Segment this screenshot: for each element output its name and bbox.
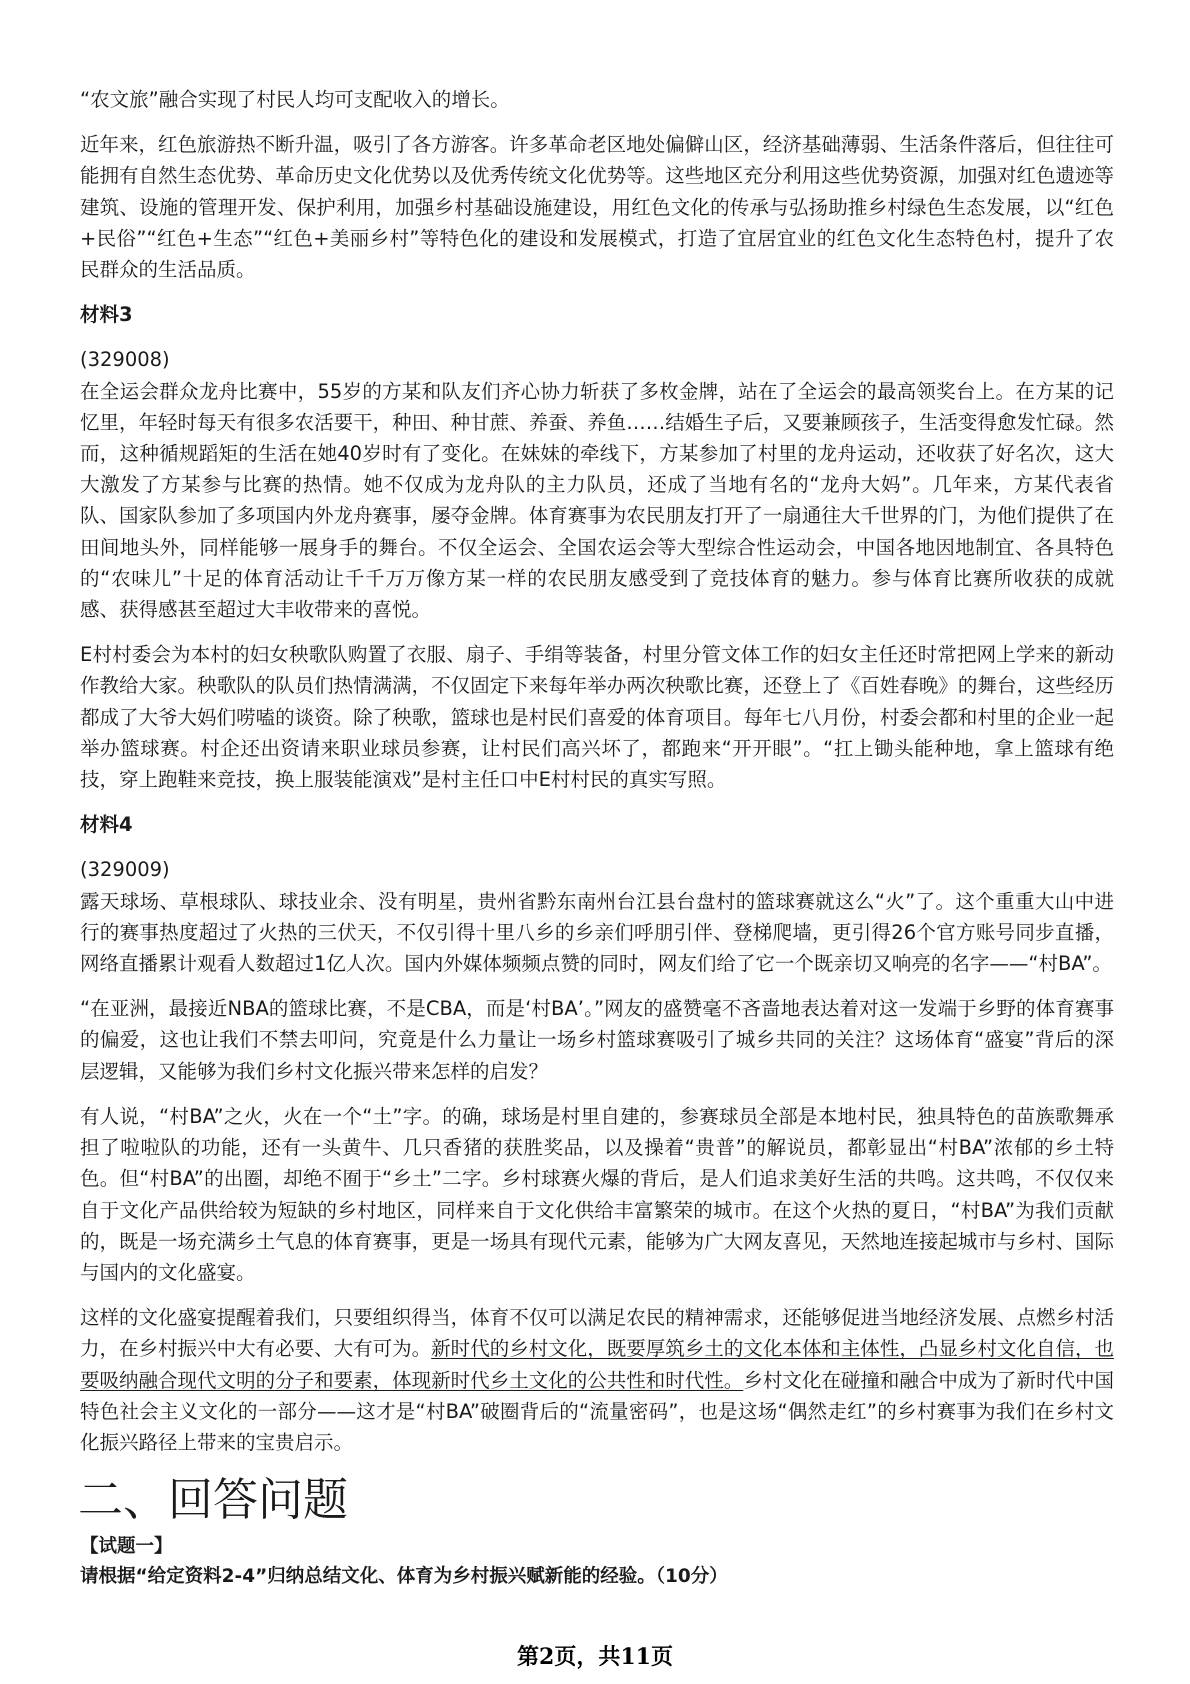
paragraph-4-intro: 这样的文化盛宴提醒着我们，只要组织得当，体育不仅可以满足农民的精神需求，还能够促进当地经济发展、点燃乡村活力，在乡村振兴中大有必要、大有可为。	[80, 1306, 1114, 1361]
underlined-sentence: 新时代的乡村文化，既要厚筑乡土的文化本体和主体性，凸显乡村文化自信，也要吸纳融合现代文明的分子和要素，体现新时代乡土文化的公共性和时代性。	[80, 1337, 1114, 1392]
material-4-paragraph-3: 有人说，“村BA”之火，火在一个“土”字。的确，球场是村里自建的，参赛球员全部是本地村民，独具特色的苗族歌舞承担了啦啦队的功能，还有一头黄牛、几只香猪的获胜奖品，以及操着“贵普”的解说员，都彰显出“村BA”浓郁的乡土特色。但“村BA”的出圈，却绝不囿于“乡土”二字。乡村球赛火爆的背后，是人们追求美好生活的共鸣。这共鸣，不仅仅来自于文化产品供给较为短缺的乡村地区，同样来自于文化供给丰富繁荣的城市。在这个火热的夏日，“村BA”为我们贡献的，既是一场充满乡土气息的体育赛事，更是一场具有现代元素，能够为广大网友喜见，天然地连接起城市与乡村、国际与国内的文化盛宴。	[80, 1104, 1114, 1284]
material-3-code: (329008)	[80, 348, 170, 372]
paragraph-nongwenlv: “农文旅”融合实现了村民人均可支配收入的增长。	[80, 88, 510, 111]
question-1-text: 请根据“给定资料2-4”归纳总结文化、体育为乡村振兴赋新能的经验。（10分）	[80, 1566, 728, 1588]
section-title: 二、回答问题	[78, 1473, 349, 1527]
question-1-label: 【试题一】	[80, 1536, 173, 1558]
paragraph-4-conclusion: 乡村文化在碰撞和融合中成为了新时代中国特色社会主义文化的一部分——这才是“村BA”破圈背后的“流量密码”，也是这场“偶然走红”的乡村赛事为我们在乡村文化振兴路径上带来的宝贵启示。	[80, 1368, 1114, 1454]
material-3-paragraph-2: E村村委会为本村的妇女秧歌队购置了衣服、扇子、手绢等装备，村里分管文体工作的妇女主任还时常把网上学来的新动作教给大家。秧歌队的队员们热情满满，不仅固定下来每年举办两次秧歌比赛，还登上了《百姓春晚》的舞台，这些经历都成了大爷大妈们唠嗑的谈资。除了秧歌，篮球也是村民们喜爱的体育项目。每年七八月份，村委会都和村里的企业一起举办篮球赛。村企还出资请来职业球员参赛，让村民们高兴坏了，都跑来“开开眼”。“扛上锄头能种地，拿上篮球有绝技，穿上跑鞋来竞技，换上服装能演戏”是村主任口中E村村民的真实写照。	[80, 643, 1114, 792]
paragraph-red-tourism: 近年来，红色旅游热不断升温，吸引了各方游客。许多革命老区地处偏僻山区，经济基础薄弱、生活条件落后，但往往可能拥有自然生态优势、革命历史文化优势以及优秀传统文化优势等。这些地区充分利用这些优势资源，加强对红色遗迹等建筑、设施的管理开发、保护利用，加强乡村基础设施建设，用红色文化的传承与弘扬助推乡村绿色生态发展，以“红色+民俗”“红色+生态”“红色+美丽乡村”等特色化的建设和发展模式，打造了宜居宜业的红色文化生态特色村，提升了农民群众的生活品质。	[80, 133, 1114, 282]
material-4-paragraph-2: “在亚洲，最接近NBA的篮球比赛，不是CBA，而是‘村BA’。”网友的盛赞毫不吝啬地表达着对这一发端于乡野的体育赛事的偏爱，这也让我们不禁去叩问，究竟是什么力量让一场乡村篮球赛吸引了城乡共同的关注？这场体育“盛宴”背后的深层逻辑，又能够为我们乡村文化振兴带来怎样的启发？	[80, 997, 1114, 1083]
material-4-code: (329009)	[80, 858, 170, 882]
material-4-paragraph-4	[80, 1302, 1114, 1458]
material-3-heading: 材料3	[80, 303, 133, 327]
material-4-heading: 材料4	[80, 813, 133, 837]
material-3-paragraph-1: 在全运会群众龙舟比赛中，55岁的方某和队友们齐心协力斩获了多枚金牌，站在了全运会的最高领奖台上。在方某的记忆里，年轻时每天有很多农活要干，种田、种甘蔗、养蚕、养鱼……结婚生子后，又要兼顾孩子，生活变得愈发忙碌。然而，这种循规蹈矩的生活在她40岁时有了变化。在妹妹的牵线下，方某参加了村里的龙舟运动，还收获了好名次，这大大激发了方某参与比赛的热情。她不仅成为龙舟队的主力队员，还成了当地有名的“龙舟大妈”。几年来，方某代表省队、国家队参加了多项国内外龙舟赛事，屡夺金牌。体育赛事为农民朋友打开了一扇通往大千世界的门，为他们提供了在田间地头外，同样能够一展身手的舞台。不仅全运会、全国农运会等大型综合性运动会，中国各地因地制宜、各具特色的“农味儿”十足的体育活动让千千万万像方某一样的农民朋友感受到了竞技体育的魅力。参与体育比赛所收获的成就感、获得感甚至超过大丰收带来的喜悦。	[80, 379, 1114, 622]
material-4-paragraph-1: 露天球场、草根球队、球技业余、没有明星，贵州省黔东南州台江县台盘村的篮球赛就这么“火”了。这个重重大山中进行的赛事热度超过了火热的三伏天，不仅引得十里八乡的乡亲们呼朋引伴、登梯爬墙，更引得26个官方账号同步直播，网络直播累计观看人数超过1亿人次。国内外媒体频频点赞的同时，网友们给了它一个既亲切又响亮的名字——“村BA”。	[80, 889, 1114, 976]
page-footer: 第2页，共11页	[517, 1644, 673, 1670]
